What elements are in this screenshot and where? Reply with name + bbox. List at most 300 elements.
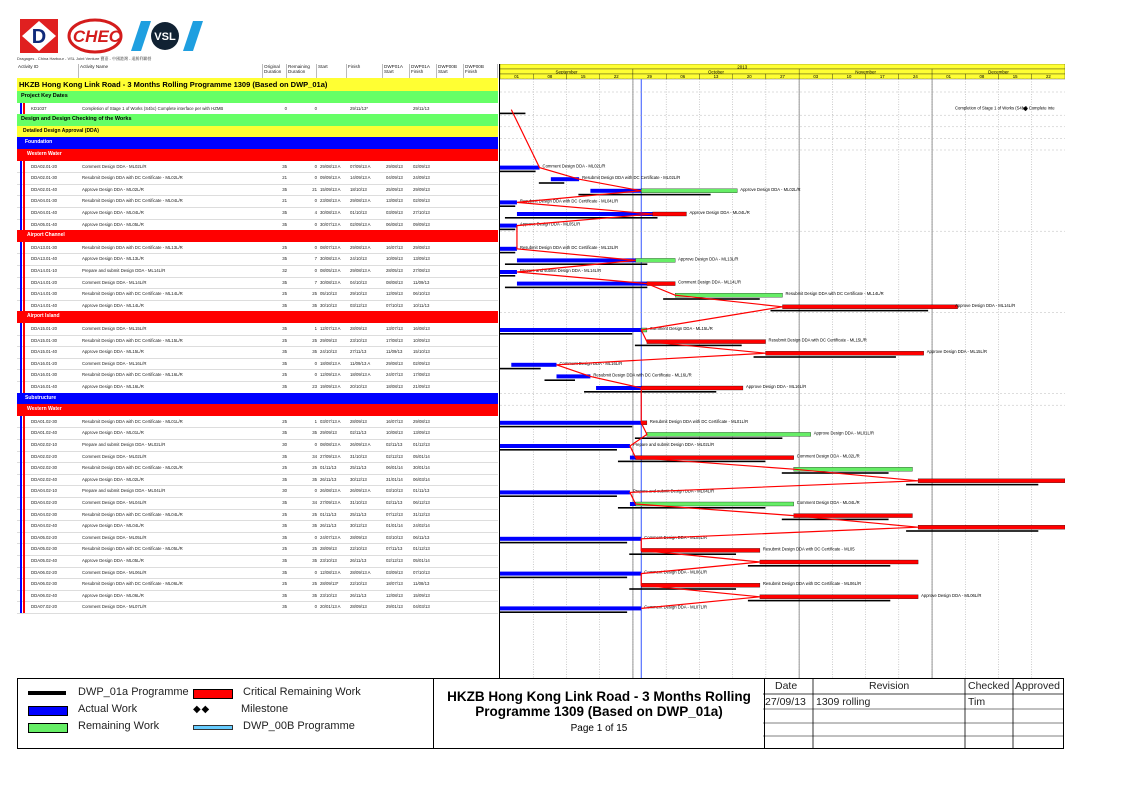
activity-cell-ds: 24/07/13 (386, 372, 403, 378)
activity-cell-name: Approve Design DDA - ML05L/R (82, 558, 144, 563)
remaining-work-bar (641, 189, 737, 193)
band-edge (20, 184, 22, 196)
band-edge (23, 207, 25, 219)
activity-cell-id: DDA15.01-40 (31, 349, 58, 355)
band-edge (23, 277, 25, 289)
activity-cell-df: 05/01/14 (413, 558, 430, 563)
activity-cell-df: 13/09/13 (413, 430, 430, 436)
week-label: 10 (846, 74, 852, 80)
activity-cell-rd: 0 (314, 372, 317, 378)
bar-label: Comment Design DDA - ML06L/R (644, 569, 708, 575)
activity-cell-ds: 28/05/13 (386, 268, 403, 273)
activity-cell-ds: 18/07/13 (386, 581, 403, 587)
activity-cell-od: 35 (282, 221, 287, 227)
baseline-bar (500, 542, 627, 544)
band-edge (20, 520, 22, 532)
activity-cell-rd: 34 (312, 453, 317, 459)
activity-cell-f: 03/12/13 (350, 302, 367, 308)
activity-cell-name: Resubmit Design DDA with DC Certificate - ML16L/R (82, 372, 183, 378)
activity-cell-s: 30/08/13 A (320, 256, 341, 262)
bar-label: Comment Design DDA - ML14L/R (678, 279, 741, 285)
activity-cell-ds: 08/08/13 (386, 279, 403, 285)
band-edge (20, 335, 22, 347)
activity-cell-name: Resubmit Design DDA with DC Certificate - ML02L/R (82, 175, 183, 181)
checked-header: Checked (968, 680, 1010, 692)
activity-cell-df: 06/03/14 (413, 476, 430, 482)
activity-cell-s: 20/01/13 A (320, 604, 341, 610)
activity-cell-s: 29/09/13 (320, 337, 337, 343)
band-edge (23, 601, 25, 613)
bar-label: Prepare and submit Design DDA - ML04L/R (632, 488, 715, 494)
activity-cell-od: 30 (282, 442, 287, 447)
baseline-bar (500, 252, 515, 254)
activity-cell-s: 30/07/13 A (320, 221, 341, 227)
activity-cell-s: 01/11/13 (320, 465, 337, 471)
activity-cell-rd: 25 (312, 546, 317, 552)
activity-cell-name: Prepare and submit Design DDA - ML14L/R (82, 268, 166, 273)
band-edge (23, 346, 25, 358)
bar-label: Completion of Stage 1 of Works (S4bc) Complete inte (955, 105, 1055, 111)
legend-swatch-bar (28, 706, 68, 716)
bar-label: Comment Design DDA - ML02L/R (542, 163, 606, 169)
activity-cell-id: DDA14.01-40 (31, 302, 58, 308)
group-band-label: Detailed Design Approval (DDA) (23, 127, 99, 134)
activity-cell-rd: 0 (314, 604, 317, 610)
baseline-bar (500, 368, 541, 370)
activity-cell-rd: 35 (312, 476, 317, 482)
bar-label: Resubmit Design DDA with DC Certificate - ML13L/R (519, 244, 619, 250)
activity-cell-df: 09/09/13 (413, 221, 430, 227)
bar-label: Approve Design DDA - ML06L/R (921, 592, 982, 598)
activity-cell-s: 05/10/13 (320, 291, 337, 297)
activity-cell-ds (386, 103, 410, 115)
activity-cell-id: DDA02.02-10 (31, 442, 58, 447)
activity-cell-name: Resubmit Design DDA with DC Certificate - ML02L/R (82, 465, 183, 471)
actual-work-bar (500, 328, 641, 332)
activity-cell-od: 35 (282, 256, 287, 262)
bar-label: Resubmit Design DDA with DC Certificate - ML06L/R (762, 581, 862, 587)
bar-label: Resubmit Design DDA with DC Certificate - ML16L/R (593, 372, 692, 378)
activity-cell-s: 24/10/13 (320, 349, 337, 355)
activity-cell-ds: 29/01/13 (386, 604, 403, 610)
activity-cell-rd: 0 (314, 175, 317, 181)
activity-cell-id: KD1037 (31, 105, 47, 111)
legend-swatch-line (28, 691, 66, 695)
band-edge (23, 184, 25, 196)
activity-cell-name: Approve Design DDA - ML13L/R (82, 256, 144, 262)
activity-cell-ds: 16/07/13 (386, 244, 403, 250)
column-header: Original Duration (263, 64, 287, 78)
activity-cell-f: 07/09/13 A (350, 163, 371, 169)
activity-cell-name: Comment Design DDA - ML06L/R (82, 569, 147, 575)
activity-cell-id: DDA06.02-30 (31, 581, 58, 587)
activity-cell-ds: 07/12/13 (386, 511, 403, 517)
group-band-label: Design and Design Checking of the Works (21, 116, 132, 123)
band-edge (20, 265, 22, 277)
activity-cell-id: DDA14.01-30 (31, 291, 58, 297)
week-label: 01 (514, 74, 520, 80)
activity-cell-od: 35 (282, 534, 287, 540)
group-band (17, 91, 498, 103)
activity-cell-f: 28/09/13 (350, 418, 367, 424)
critical-work-bar (766, 351, 924, 355)
band-edge (23, 578, 25, 590)
baseline-bar (754, 356, 896, 358)
critical-work-bar (918, 479, 1065, 483)
activity-cell-id: DDA13.01-40 (31, 256, 58, 262)
actual-work-bar (500, 444, 630, 448)
remaining-work-bar (647, 432, 811, 436)
activity-cell-name: Comment Design DDA - ML04L/R (82, 500, 147, 505)
group-band-label: Project Key Dates (21, 93, 68, 99)
activity-cell-s: 28/09/13* (320, 581, 339, 587)
activity-cell-df: 13/09/13 (413, 256, 430, 262)
actual-work-bar (500, 247, 517, 251)
legend-swatch-diamond: ◆ ◆ (193, 704, 209, 715)
group-band (17, 149, 498, 161)
activity-cell-s: 30/08/13 A (320, 279, 341, 285)
activity-cell-name: Comment Design DDA - ML02L/R (82, 453, 147, 459)
month-label: September (555, 69, 578, 75)
activity-cell-f: 26/09/13 A (350, 442, 371, 447)
activity-cell-df: 15/09/13 (413, 592, 430, 598)
activity-cell-df: 10/11/13 (413, 302, 430, 308)
activity-cell-id: DDA15.01-30 (31, 337, 58, 343)
group-band (17, 114, 498, 126)
activity-cell-df: 29/11/13 (413, 105, 430, 111)
activity-cell-id: DDA02.02-30 (31, 465, 58, 471)
baseline-bar (545, 379, 576, 381)
band-edge (20, 277, 22, 289)
activity-cell-ds: 10/09/13 (386, 256, 403, 262)
activity-cell-od: 25 (282, 337, 287, 343)
activity-cell-name: Approve Design DDA - ML16L/R (82, 384, 144, 389)
bar-label: Comment Design DDA - ML02L/R (796, 453, 860, 459)
activity-cell-f: 18/10/13 (350, 186, 367, 192)
bar-label: Approve Design DDA - ML01L/R (813, 430, 875, 436)
month-label: October (708, 69, 725, 75)
baseline-bar (500, 426, 632, 428)
progress-line (511, 110, 918, 609)
activity-cell-rd: 35 (312, 558, 317, 563)
activity-cell-od: 25 (282, 244, 287, 250)
band-edge (23, 219, 25, 231)
week-label: 06 (680, 74, 686, 80)
baseline-bar (539, 182, 564, 184)
activity-cell-name: Approve Design DDA - ML02L/R (82, 476, 144, 482)
band-edge (20, 346, 22, 358)
activity-cell-ds: 02/11/13 (386, 442, 403, 447)
activity-cell-f: 23/10/13 (350, 337, 367, 343)
band-edge (23, 323, 25, 335)
activity-cell-rd: 25 (312, 291, 317, 297)
activity-cell-rd: 0 (314, 442, 317, 447)
band-edge (23, 532, 25, 544)
legend-label: Milestone (241, 703, 289, 715)
activity-cell-rd: 35 (312, 592, 317, 598)
bar-label: Resubmit Design DDA with DC Certificate - ML01L/R (649, 418, 749, 424)
activity-cell-od: 25 (282, 511, 287, 517)
activity-cell-od: 0 (284, 105, 287, 111)
activity-cell-df: 07/10/13 (413, 569, 430, 575)
activity-cell-name: Approve Design DDA - ML14L/R (82, 302, 144, 308)
critical-work-bar (760, 560, 918, 564)
activity-cell-df: 29/09/13 (413, 186, 430, 192)
week-label: 20 (746, 74, 752, 80)
activity-cell-f: 29/08/13 A (350, 198, 371, 204)
activity-cell-od: 32 (282, 268, 287, 273)
activity-cell-name: Approve Design DDA - ML04L/R (82, 210, 144, 215)
activity-cell-rd: 35 (312, 302, 317, 308)
activity-cell-name: Approve Design DDA - ML02L/R (82, 186, 144, 192)
bar-label: Resubmit Design DDA with DC Certificate - ML15L/R (768, 337, 867, 343)
band-edge (20, 485, 22, 497)
activity-cell-ds: 13/08/13 (386, 198, 403, 204)
column-header: DWP00B Start (437, 64, 464, 78)
activity-cell-f: 22/10/13 (350, 581, 367, 587)
activity-cell-rd: 7 (314, 256, 317, 262)
activity-cell-s: 08/05/13 A (320, 268, 341, 273)
activity-cell-s: 08/08/13 A (320, 442, 341, 447)
activity-cell-od: 35 (282, 163, 287, 169)
legend-label: Critical Remaining Work (243, 686, 361, 698)
band-edge (20, 219, 22, 231)
activity-cell-od: 35 (282, 453, 287, 459)
legend-label: Remaining Work (78, 720, 160, 732)
activity-cell-s: 26/11/13 (320, 523, 337, 529)
activity-cell-id: DDA07.02-20 (31, 604, 58, 610)
band-edge (20, 509, 22, 521)
bar-label: Prepare and submit Design DDA - ML14L/R (519, 268, 602, 273)
actual-work-bar (500, 270, 517, 274)
svg-text:VSL: VSL (154, 31, 176, 43)
activity-cell-od: 35 (282, 326, 287, 331)
activity-cell-ds: 04/09/13 (386, 175, 403, 181)
group-band-label: Substructure (25, 394, 57, 401)
band-edge (23, 451, 25, 463)
activity-cell-rd: 25 (312, 581, 317, 587)
activity-cell-name: Resubmit Design DDA with DC Certificate - ML14L/R (82, 291, 183, 297)
group-band-label: Western Water (27, 151, 62, 157)
week-label: 15 (1012, 74, 1018, 80)
band-edge (20, 381, 22, 393)
band-edge (20, 532, 22, 544)
baseline-bar (500, 205, 515, 207)
band-edge (23, 265, 25, 277)
column-header: DWP00B Finish (464, 64, 498, 78)
page-number: Page 1 of 15 (570, 723, 628, 734)
band-edge (20, 555, 22, 567)
activity-cell-df: 06/10/13 (413, 291, 430, 297)
activity-cell-od: 25 (282, 372, 287, 378)
band-edge (23, 242, 25, 254)
activity-cell-name: Completion of Stage 1 of Works (S4bc) Complete interface per with HZMB (82, 105, 224, 111)
activity-row[interactable] (17, 601, 498, 614)
activity-cell-f: 26/09/13 A (350, 488, 371, 494)
activity-cell-f: 31/10/13 (350, 500, 367, 505)
group-band-label: Foundation (25, 139, 53, 146)
activity-cell-df: 02/09/13 (413, 360, 430, 366)
activity-cell-f: 22/10/13 (350, 546, 367, 552)
activity-cell-rd: 35 (312, 523, 317, 529)
activity-cell-f: 20/10/13 (350, 384, 367, 389)
group-band-label: Airport Island (27, 313, 60, 320)
activity-cell-df: 30/01/14 (413, 465, 430, 471)
activity-cell-s (320, 103, 347, 115)
activity-cell-df: 24/02/14 (413, 523, 430, 529)
band-edge (20, 172, 22, 184)
bar-label: Resubmit Design DDA with DC Certificate - ML05 (762, 546, 855, 552)
activity-cell-s: 15/09/13 A (320, 186, 341, 192)
activity-cell-df: 31/12/13 (413, 511, 430, 517)
bar-label: Resubmit Design DDA with DC Certificate - ML14L/R (785, 291, 884, 297)
activity-cell-od: 25 (282, 581, 287, 587)
activity-cell-s: 26/08/13 A (320, 488, 341, 494)
activity-cell-name: Comment Design DDA - ML14L/R (82, 279, 147, 285)
legend-label: Actual Work (78, 703, 138, 715)
activity-cell-s: 18/08/13 A (320, 360, 341, 366)
band-edge (20, 451, 22, 463)
week-label: 03 (813, 74, 819, 80)
column-header: Start (317, 64, 347, 78)
band-edge (23, 520, 25, 532)
activity-cell-id: DDA14.01-10 (31, 268, 58, 273)
activity-cell-ds: 06/01/14 (386, 465, 403, 471)
activity-cell-ds: 31/01/14 (386, 476, 403, 482)
activity-cell-f: 24/10/13 (350, 256, 367, 262)
activity-cell-id: DDA04.01-30 (31, 198, 58, 204)
bar-label: Resubmit Design DDA with DC Certificate - ML04L/R (519, 198, 619, 204)
group-band (17, 393, 498, 405)
group-band-label: Airport Channel (27, 232, 65, 239)
activity-cell-id: DDA01.02-40 (31, 430, 58, 436)
week-label: 17 (879, 74, 885, 80)
critical-work-bar (760, 595, 918, 599)
activity-cell-f: 26/11/13 (350, 592, 367, 598)
band-edge (23, 369, 25, 381)
band-edge (23, 439, 25, 451)
band-edge (23, 555, 25, 567)
week-label: 22 (613, 74, 619, 80)
activity-cell-s: 03/07/13 A (320, 418, 341, 424)
baseline-bar (500, 275, 515, 277)
critical-work-bar (918, 525, 1065, 529)
activity-cell-name: Resubmit Design DDA with DC Certificate - ML06L/R (82, 581, 183, 587)
activity-cell-id: DDA04.02-40 (31, 523, 58, 529)
logo-strip (17, 16, 497, 64)
activity-cell-f: 25/11/13 (350, 465, 367, 471)
activity-cell-f: 31/10/13 (350, 453, 367, 459)
week-label: 01 (946, 74, 952, 80)
baseline-bar (500, 495, 617, 497)
activity-cell-od: 25 (282, 291, 287, 297)
activity-cell-df: 17/08/13 (413, 372, 430, 378)
bar-label: Approve Design DDA - ML15L/R (926, 349, 988, 355)
activity-cell-rd: 0 (314, 244, 317, 250)
week-label: 27 (780, 74, 785, 80)
activity-cell-name: Comment Design DDA - ML16L/R (82, 360, 147, 366)
band-edge (20, 427, 22, 439)
legend-label: DWP_01a Programme (78, 686, 189, 698)
activity-cell-od: 35 (282, 569, 287, 575)
activity-cell-f: 04/10/13 (350, 279, 367, 285)
baseline-bar (906, 530, 1038, 532)
activity-cell-name: Comment Design DDA - ML02L/R (82, 163, 147, 169)
baseline-bar (635, 437, 782, 439)
year-strip (500, 64, 1065, 69)
activity-cell-name: Approve Design DDA - ML15L/R (82, 349, 144, 355)
schedule-sheet (17, 16, 1064, 749)
activity-cell-rd: 1 (314, 418, 317, 424)
baseline-bar (500, 229, 515, 231)
activity-cell-s: 30/08/13 A (320, 210, 341, 215)
activity-cell-od: 30 (282, 488, 287, 494)
activity-cell-od: 25 (282, 546, 287, 552)
week-label: 22 (1045, 74, 1051, 80)
activity-cell-ds: 02/11/13 (386, 500, 403, 505)
band-edge (23, 335, 25, 347)
activity-cell-df: 02/09/13 (413, 198, 430, 204)
band-edge (20, 323, 22, 335)
critical-work-bar (653, 212, 687, 216)
actual-work-bar (500, 490, 630, 494)
activity-cell-s: 26/11/13 (320, 476, 337, 482)
activity-cell-s: 24/07/13 A (320, 534, 341, 540)
activity-cell-df: 11/09/13 (413, 279, 430, 285)
baseline-bar (906, 484, 1038, 486)
activity-cell-id: DDA05.01-40 (31, 221, 58, 227)
activity-cell-f: 27/11/13 (350, 349, 367, 355)
activity-cell-rd: 0 (314, 105, 317, 111)
activity-cell-name: Resubmit Design DDA with DC Certificate - ML04L/R (82, 511, 183, 517)
activity-cell-f: 28/09/13 (350, 534, 367, 540)
activity-cell-rd: 25 (312, 337, 317, 343)
band-edge (20, 358, 22, 370)
week-label: 24 (913, 74, 918, 80)
activity-cell-id: DDA02.02-40 (31, 476, 58, 482)
actual-work-bar (511, 363, 556, 367)
bar-label: Comment Design DDA - ML15L/R (649, 326, 713, 331)
band-edge (23, 497, 25, 509)
band-edge (23, 172, 25, 184)
baseline-bar (771, 310, 929, 312)
activity-cell-rd: 21 (312, 186, 317, 192)
activity-cell-name: Approve Design DDA - ML05L/R (82, 221, 144, 227)
activity-cell-od: 35 (282, 186, 287, 192)
activity-cell-s: 08/07/13 A (320, 244, 341, 250)
activity-cell-s: 29/09/13 (320, 430, 337, 436)
baseline-bar (505, 287, 647, 289)
activity-cell-od: 35 (282, 210, 287, 215)
activity-cell-name: Prepare and submit Design DDA - ML02L/R (82, 442, 166, 447)
activity-cell-df: 05/01/14 (413, 453, 430, 459)
band-edge (20, 439, 22, 451)
band-edge (20, 462, 22, 474)
band-edge (20, 567, 22, 579)
activity-cell-ds: 03/10/13 (386, 488, 403, 494)
activity-cell-s: 30/10/13 (320, 302, 337, 308)
activity-cell-name: Comment Design DDA - ML07L/R (82, 604, 147, 610)
activity-cell-f: 28/09/13 A (350, 569, 371, 575)
activity-cell-od: 35 (282, 302, 287, 308)
legend-swatch-bar (193, 689, 233, 699)
activity-cell-s: 27/09/13 A (320, 500, 341, 505)
band-edge (20, 288, 22, 300)
approved-header: Approved (1015, 680, 1060, 692)
band-edge (23, 195, 25, 207)
band-edge (20, 253, 22, 265)
gantt-chart (499, 64, 1065, 679)
